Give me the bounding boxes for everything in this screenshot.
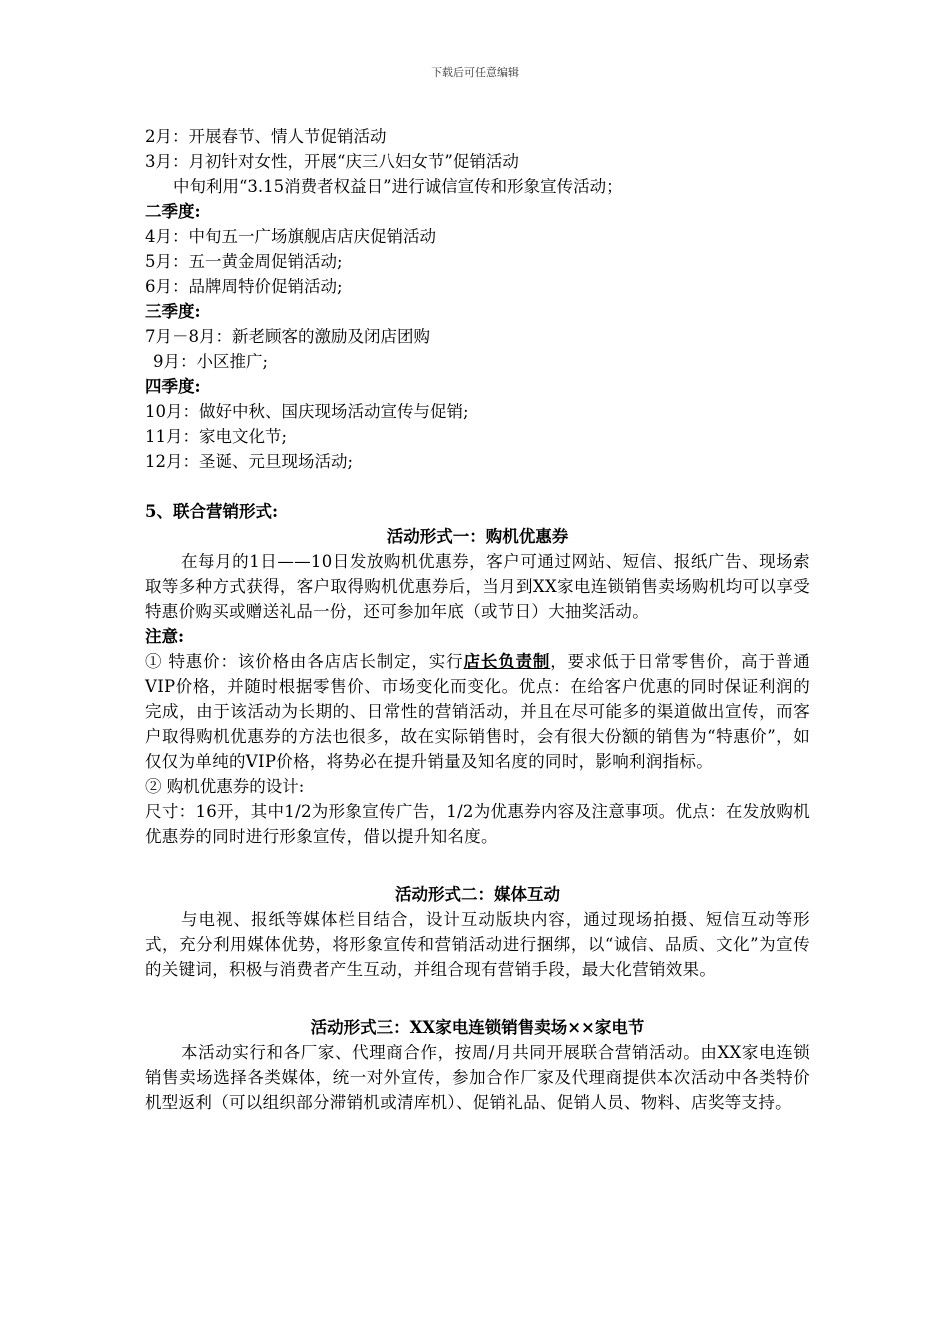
q4-line-dec: 12月：圣诞、元旦现场活动; <box>145 452 354 471</box>
spacer <box>145 982 810 1007</box>
q4-heading: 四季度: <box>145 377 201 396</box>
form1-note1-suffix: ，要求低于日常零售价，高于普通VIP价格，并随时根据零售价、市场变化而变化。优点：在给客户优惠的同时保证利润的完成，由于该活动为长期的、日常性的营销活动，并且在尽可能多的渠道做出宣传，而客户取得购机优惠券的方法也很多，故在实际销售时，会有很大份额的销售为“特惠价”，如仅仅为单纯的VIP价格，将势必在提升销量及知名度的同时，影响利润指标。 <box>145 652 811 771</box>
page-header: 下载后可任意编辑 <box>431 66 519 79</box>
q2-line-jun: 6月：品牌周特价促销活动; <box>145 277 343 296</box>
q1-line-feb: 2月：开展春节、情人节促销活动 <box>145 127 387 146</box>
q3-heading: 三季度: <box>145 302 201 321</box>
form2-paragraph: 与电视、报纸等媒体栏目结合，设计互动版块内容，通过现场拍摄、短信互动等形式，充分利用媒体优势，将形象宣传和营销活动进行捆绑，以“诚信、品质、文化”为宣传的关键词，积极与消费者产生互动，并组合现有营销手段，最大化营销效果。 <box>145 910 810 979</box>
q2-line-may: 5月：五一黄金周促销活动; <box>145 252 343 271</box>
q2-heading: 二季度: <box>145 202 201 221</box>
form1-note2: ② 购机优惠券的设计: <box>145 777 305 796</box>
spacer <box>145 874 810 882</box>
form3-title: 活动形式三：XX家电连锁销售卖场××家电节 <box>310 1018 645 1037</box>
form1-note-heading: 注意: <box>145 627 185 646</box>
form1-note2-detail: 尺寸：16开，其中1/2为形象宣传广告，1/2为优惠券内容及注意事项。优点：在发放购机优惠券的同时进行形象宣传，借以提升知名度。 <box>145 802 810 846</box>
section5-heading: 5、联合营销形式: <box>145 502 279 521</box>
q3-line-jul-aug: 7月－8月：新老顾客的激励及闭店团购 <box>145 327 430 346</box>
spacer <box>145 474 810 499</box>
form1-paragraph: 在每月的1日——10日发放购机优惠券，客户可通过网站、短信、报纸广告、现场索取等多种方式获得，客户取得购机优惠券后，当月到XX家电连锁销售卖场购机均可以享受特惠价购买或赠送礼品一份，还可参加年底（或节日）大抽奖活动。 <box>145 552 810 621</box>
spacer <box>145 849 810 874</box>
document-body <box>145 124 810 1115</box>
q2-line-apr: 4月：中旬五一广场旗舰店店庆促销活动 <box>145 227 436 246</box>
form2-title: 活动形式二：媒体互动 <box>395 885 560 904</box>
spacer <box>145 1007 810 1015</box>
form1-title: 活动形式一：购机优惠券 <box>386 527 569 546</box>
q3-line-sep: 9月：小区推广; <box>153 352 269 371</box>
q1-line-mar: 3月：月初针对女性，开展“庆三八妇女节”促销活动 <box>145 152 519 171</box>
form1-note1-emphasis: 店长负责制 <box>463 652 551 671</box>
q1-line-mar-mid: 中旬利用“3.15消费者权益日”进行诚信宣传和形象宣传活动； <box>173 177 623 196</box>
form3-paragraph: 本活动实行和各厂家、代理商合作，按周/月共同开展联合营销活动。由XX家电连锁销售卖场选择各类媒体，统一对外宣传，参加合作厂家及代理商提供本次活动中各类特价机型返利（可以组织部分滞销机或清库机）、促销礼品、促销人员、物料、店奖等支持。 <box>145 1043 810 1112</box>
form1-note1 <box>145 649 810 774</box>
q4-line-oct: 10月：做好中秋、国庆现场活动宣传与促销; <box>145 402 469 421</box>
q4-line-nov: 11月：家电文化节; <box>145 427 288 446</box>
form1-note1-prefix: ① 特惠价：该价格由各店店长制定，实行 <box>145 652 464 671</box>
